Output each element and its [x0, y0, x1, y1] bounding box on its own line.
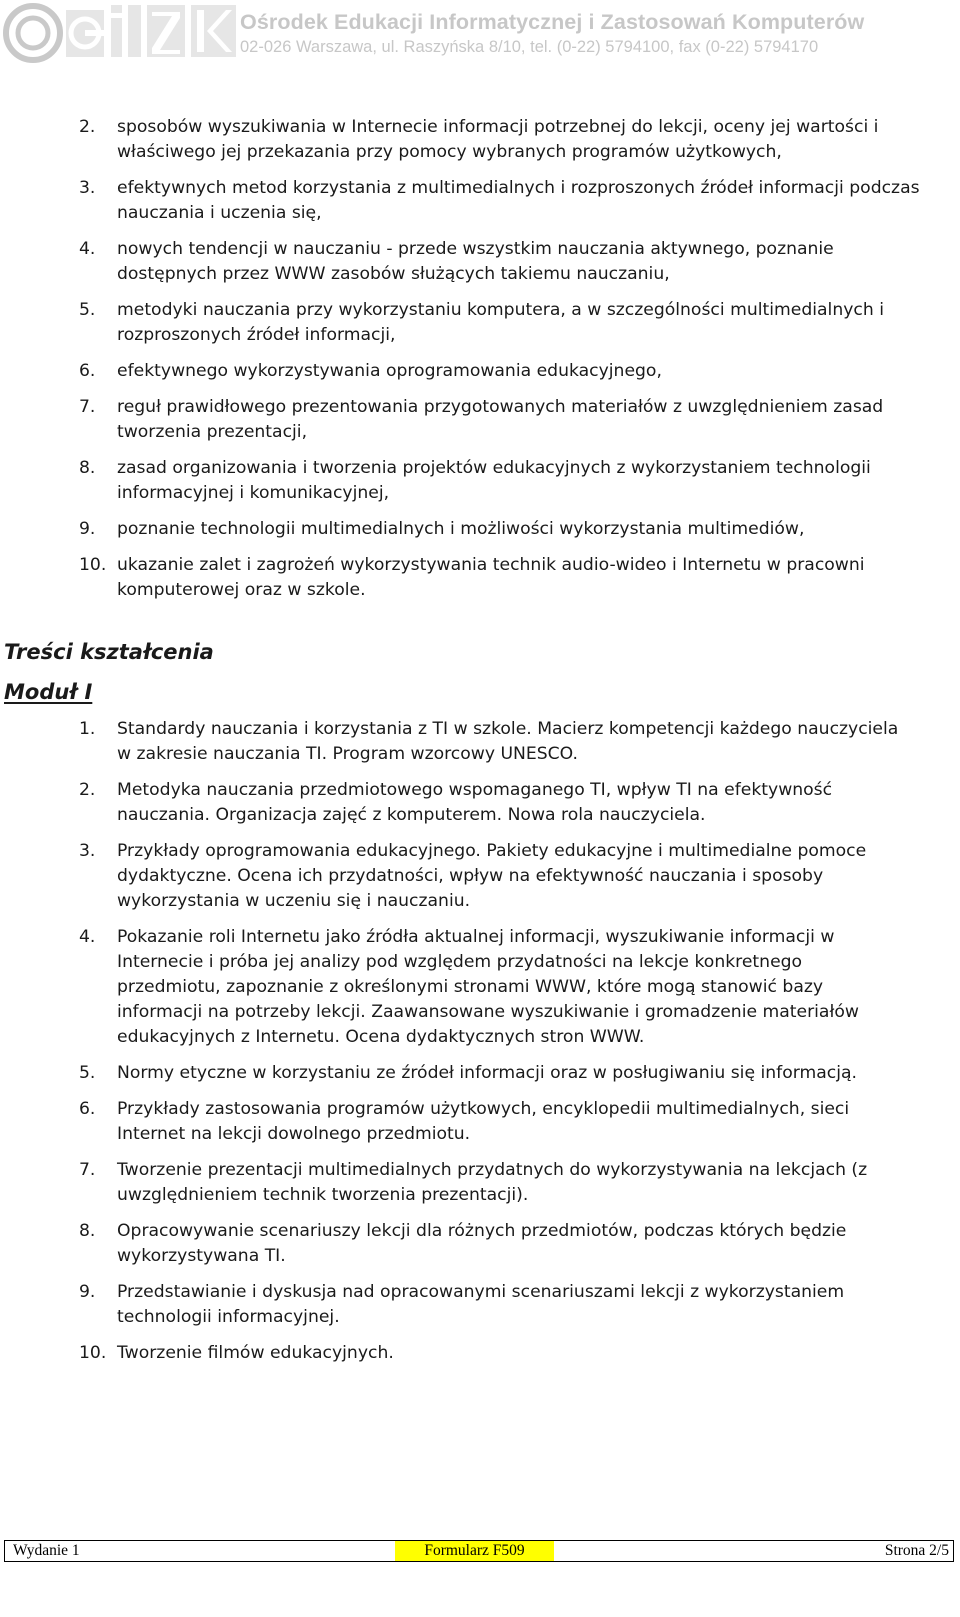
list-item-number: 10. — [79, 1343, 107, 1363]
list-item-text: Tworzenie filmów edukacyjnych. — [117, 1343, 394, 1363]
list-item-number: 6. — [79, 361, 96, 381]
list-item-number: 5. — [79, 1063, 96, 1083]
list-item-number: 3. — [79, 178, 96, 198]
list-item — [0, 176, 937, 226]
list-item-number: 7. — [79, 397, 96, 417]
list-item-number: 8. — [79, 458, 96, 478]
list-item-text: reguł prawidłowego prezentowania przygotowanych materiałów z uwzględnieniem zasad tworzenia prezentacji, — [117, 397, 884, 442]
list-item-text: Przykłady oprogramowania edukacyjnego. Pakiety edukacyjne i multimedialne pomoce dydaktyczne. Ocena ich przydatności, wpływ na efektywność nauczania i sposoby wykorzystania w uczeniu się i nauczaniu. — [117, 841, 867, 911]
page-header — [0, 0, 960, 70]
list-item-text: Przedstawianie i dyskusja nad opracowanymi scenariuszami lekcji z wykorzystaniem technologii informacyjnej. — [117, 1282, 845, 1327]
list-item — [0, 298, 937, 348]
list-item-number: 10. — [79, 555, 107, 575]
list-item-text: Opracowywanie scenariuszy lekcji dla różnych przedmiotów, podczas których będzie wykorzystywana TI. — [117, 1221, 847, 1266]
list-item — [0, 1280, 907, 1330]
list-item — [0, 839, 907, 914]
page-footer — [4, 1540, 954, 1562]
list-item-number: 5. — [79, 300, 96, 320]
module1-list — [0, 717, 907, 1377]
list-item-text: metodyki nauczania przy wykorzystaniu komputera, a w szczególności multimedialnych i rozproszonych źródeł informacji, — [117, 300, 884, 345]
list-item — [0, 1219, 907, 1269]
objectives-list — [0, 115, 937, 614]
list-item-number: 3. — [79, 841, 96, 861]
list-item-number: 8. — [79, 1221, 96, 1241]
content-section-title: Treści kształcenia — [4, 640, 214, 664]
organization-address: 02-026 Warszawa, ul. Raszyńska 8/10, tel. (0-22) 5794100, fax (0-22) 5794170 — [240, 38, 819, 56]
list-item-number: 6. — [79, 1099, 96, 1119]
list-item — [0, 1341, 907, 1366]
list-item-number: 4. — [79, 927, 96, 947]
list-item-number: 9. — [79, 519, 96, 539]
list-item-text: Normy etyczne w korzystaniu ze źródeł informacji oraz w posługiwaniu się informacją. — [117, 1063, 857, 1083]
list-item-number: 2. — [79, 117, 96, 137]
list-item — [0, 553, 937, 603]
list-item-text: Standardy nauczania i korzystania z TI w szkole. Macierz kompetencji każdego nauczyciela w zakresie nauczania TI. Program wzorcowy UNESCO. — [117, 719, 899, 764]
list-item-text: Pokazanie roli Internetu jako źródła aktualnej informacji, wyszukiwanie informacji w Internecie i próba jej analizy pod względem przydatności na lekcje konkretnego przedmiotu, zapoznanie z określonymi stronami WWW, które mogą stanowić bazy informacji na potrzeby lekcji. Zaawansowane wyszukiwanie i gromadzenie materiałów edukacyjnych z Internetu. Ocena dydaktycznych stron WWW. — [117, 927, 859, 1047]
list-item-number: 4. — [79, 239, 96, 259]
list-item — [0, 115, 937, 165]
footer-page-number: Strona 2/5 — [884, 1542, 949, 1559]
list-item — [0, 237, 937, 287]
footer-form-number: Formularz F509 — [395, 1541, 554, 1561]
list-item — [0, 778, 907, 828]
list-item-text: zasad organizowania i tworzenia projektów edukacyjnych z wykorzystaniem technologii informacyjnej i komunikacyjnej, — [117, 458, 871, 503]
list-item-text: poznanie technologii multimedialnych i możliwości wykorzystania multimediów, — [117, 519, 805, 539]
list-item-number: 2. — [79, 780, 96, 800]
list-item-text: Metodyka nauczania przedmiotowego wspomaganego TI, wpływ TI na efektywność nauczania. Organizacja zajęć z komputerem. Nowa rola nauczyciela. — [117, 780, 833, 825]
list-item — [0, 456, 937, 506]
list-item-text: ukazanie zalet i zagrożeń wykorzystywania technik audio-wideo i Internetu w pracowni komputerowej oraz w szkole. — [117, 555, 865, 600]
list-item — [0, 517, 937, 542]
footer-edition: Wydanie 1 — [13, 1542, 80, 1559]
list-item-number: 1. — [79, 719, 96, 739]
list-item-text: Tworzenie prezentacji multimedialnych przydatnych do wykorzystywania na lekcjach (z uwzględnieniem technik tworzenia prezentacji). — [117, 1160, 868, 1205]
list-item — [0, 1097, 907, 1147]
list-item-number: 7. — [79, 1160, 96, 1180]
list-item-text: Przykłady zastosowania programów użytkowych, encyklopedii multimedialnych, sieci Internet na lekcji dowolnego przedmiotu. — [117, 1099, 850, 1144]
list-item-number: 9. — [79, 1282, 96, 1302]
list-item — [0, 1061, 907, 1086]
list-item — [0, 395, 937, 445]
list-item — [0, 925, 907, 1050]
module-title: Moduł I — [4, 680, 93, 704]
list-item — [0, 1158, 907, 1208]
list-item-text: efektywnego wykorzystywania oprogramowania edukacyjnego, — [117, 361, 662, 381]
list-item-text: efektywnych metod korzystania z multimedialnych i rozproszonych źródeł informacji podczas nauczania i uczenia się, — [117, 178, 920, 223]
list-item-text: nowych tendencji w nauczaniu - przede wszystkim nauczania aktywnego, poznanie dostępnych przez WWW zasobów służących takiemu nauczaniu, — [117, 239, 834, 284]
footer-form-cell — [395, 1541, 554, 1561]
list-item — [0, 717, 907, 767]
oeiizk-logo-icon — [2, 2, 240, 64]
list-item — [0, 359, 937, 384]
list-item-text: sposobów wyszukiwania w Internecie informacji potrzebnej do lekcji, oceny jej wartości i właściwego jej przekazania przy pomocy wybranych programów użytkowych, — [117, 117, 879, 162]
organization-name: Ośrodek Edukacji Informatycznej i Zastosowań Komputerów — [240, 10, 865, 34]
